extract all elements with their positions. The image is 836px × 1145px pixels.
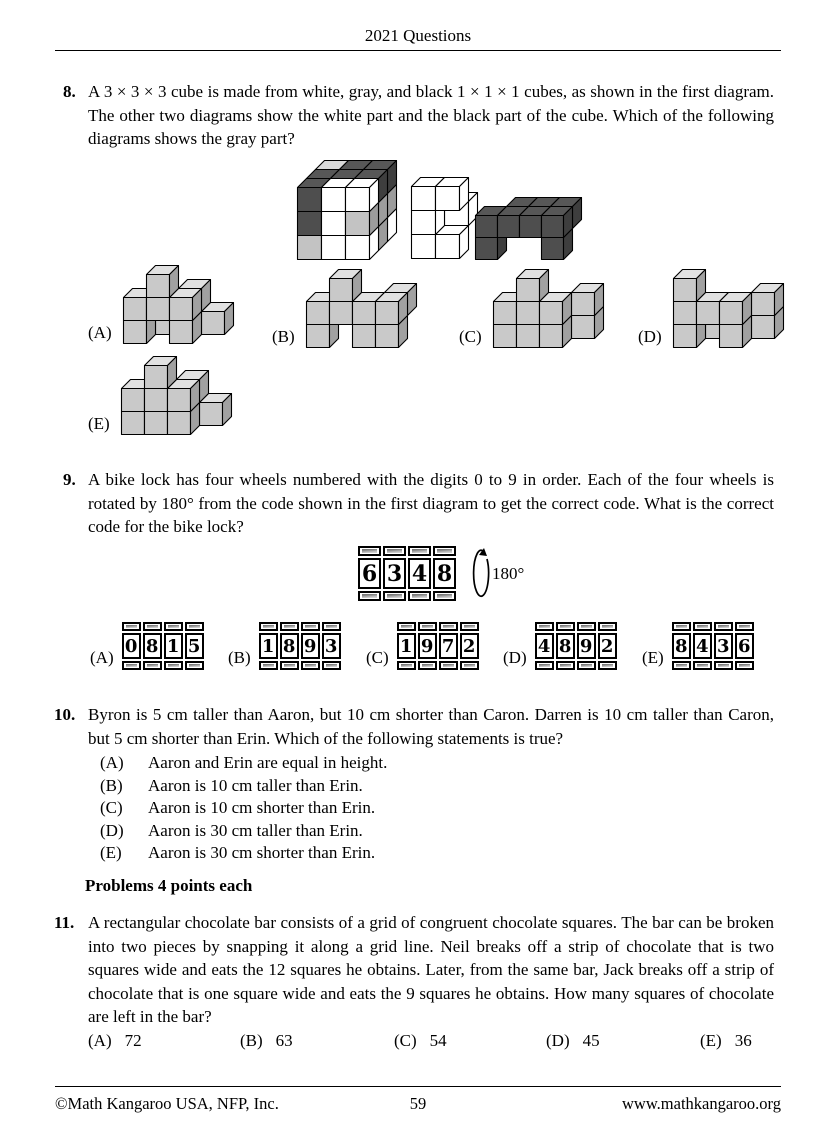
- wheel-partial-digit-above: [433, 546, 456, 556]
- wheel-partial-digit-above: [577, 622, 596, 631]
- q9-option-d-label: (D): [503, 648, 527, 667]
- q11-option-c-label: (C): [394, 1031, 417, 1050]
- wheel-partial-digit-above: [714, 622, 733, 631]
- wheel-partial-digit-below: [280, 661, 299, 670]
- lock-wheel: [433, 546, 456, 601]
- footer-rule: [55, 1086, 781, 1087]
- wheel-digit: 8: [143, 633, 162, 659]
- wheel-partial-digit-above: [535, 622, 554, 631]
- lock-wheel: [714, 622, 733, 670]
- wheel-digit: 8: [556, 633, 575, 659]
- q8-option-a-label: (A): [88, 323, 112, 342]
- wheel-partial-digit-below: [433, 591, 456, 601]
- footer-page-number: 59: [409, 1094, 427, 1113]
- lock-wheel: [598, 622, 617, 670]
- q11-option-a-value: 72: [124, 1031, 142, 1050]
- q9-option-c-wheels: [397, 622, 479, 670]
- lock-wheel: [259, 622, 278, 670]
- wheel-digit: 6: [735, 633, 754, 659]
- wheel-digit: 1: [164, 633, 183, 659]
- lock-wheels: [358, 546, 456, 601]
- wheel-partial-digit-above: [122, 622, 141, 631]
- q11-option-e-value: 36: [734, 1031, 752, 1050]
- wheel-partial-digit-above: [185, 622, 204, 631]
- wheel-partial-digit-below: [164, 661, 183, 670]
- lock-wheel: [577, 622, 596, 670]
- wheel-digit: 2: [460, 633, 479, 659]
- lock-wheel: [556, 622, 575, 670]
- footer-website: www.mathkangaroo.org: [621, 1094, 781, 1113]
- wheel-partial-digit-above: [397, 622, 416, 631]
- q9-option-a-wheels: [122, 622, 204, 670]
- wheel-digit: 4: [535, 633, 554, 659]
- q10-option-b: [100, 775, 760, 798]
- wheel-partial-digit-below: [693, 661, 712, 670]
- q11-option-b-label: (B): [240, 1031, 263, 1050]
- wheel-digit: 2: [598, 633, 617, 659]
- lock-wheel: [280, 622, 299, 670]
- section-heading: Problems 4 points each: [85, 876, 253, 895]
- q9-option-a-label: (A): [90, 648, 114, 667]
- q10-option-d-text: Aaron is 30 cm taller than Erin.: [148, 820, 363, 840]
- q8-option-b: [272, 268, 418, 349]
- wheel-digit: 4: [693, 633, 712, 659]
- q11-option-d-label: (D): [546, 1031, 570, 1050]
- lock-wheel: [358, 546, 381, 601]
- wheel-digit: 9: [418, 633, 437, 659]
- q10-option-e: [100, 842, 760, 865]
- lock-wheel: [439, 622, 458, 670]
- wheel-digit: 8: [433, 558, 456, 589]
- q10-number: 10.: [54, 705, 76, 724]
- q8-option-b-label: (B): [272, 327, 295, 346]
- wheel-partial-digit-below: [460, 661, 479, 670]
- lock-wheel: [383, 546, 406, 601]
- q11-text: A rectangular chocolate bar consists of a grid of congruent chocolate squares. The bar can be broken into two pieces by snapping it along a grid line. Neil breaks off a strip of chocolate that is two squares wide and eats the 12 squares he obtains. Later, from the same bar, Jack breaks off a strip of chocolate that is one square wide and eats the 9 squares he obtains. How many squares of chocolate are left in the bar?: [88, 913, 774, 1026]
- q9-lock-diagram: [358, 546, 524, 601]
- q11-option-d: [546, 1031, 600, 1051]
- q8-text: A 3 × 3 × 3 cube is made from white, gray, and black 1 × 1 × 1 cubes, as shown in the first diagram. The other two diagrams show the white part and the black part of the cube. Which of the following diagrams shows the gray part?: [88, 82, 774, 148]
- q11-option-e-label: (E): [700, 1031, 722, 1050]
- q10-option-c-text: Aaron is 10 cm shorter than Erin.: [148, 798, 376, 817]
- q8-option-d: [638, 268, 785, 349]
- lock-wheel: [164, 622, 183, 670]
- q9-option-e: [642, 622, 754, 670]
- wheel-partial-digit-below: [714, 661, 733, 670]
- wheel-partial-digit-below: [301, 661, 320, 670]
- lock-wheel: [418, 622, 437, 670]
- q9-option-e-wheels: [672, 622, 754, 670]
- wheel-partial-digit-below: [397, 661, 416, 670]
- q8-option-a-diagram: [122, 264, 235, 345]
- q10-option-c-label: (C): [100, 798, 123, 817]
- wheel-digit: 7: [439, 633, 458, 659]
- wheel-partial-digit-below: [672, 661, 691, 670]
- lock-wheel: [460, 622, 479, 670]
- header-rule: [55, 50, 781, 51]
- wheel-digit: 1: [397, 633, 416, 659]
- q10-option-a-label: (A): [100, 753, 124, 772]
- q11-option-c: [394, 1031, 447, 1051]
- wheel-partial-digit-above: [358, 546, 381, 556]
- q8-option-c: [459, 268, 605, 349]
- lock-wheel: [322, 622, 341, 670]
- q8-number: 8.: [63, 82, 76, 101]
- wheel-partial-digit-above: [418, 622, 437, 631]
- footer-copyright: ©Math Kangaroo USA, NFP, Inc.: [55, 1094, 279, 1113]
- q8-option-c-label: (C): [459, 327, 482, 346]
- wheel-partial-digit-above: [383, 546, 406, 556]
- q11-option-a-label: (A): [88, 1031, 112, 1050]
- q8-option-e-diagram: [120, 355, 233, 436]
- q9-option-a: [90, 622, 204, 670]
- q9-option-c: [366, 622, 479, 670]
- wheel-partial-digit-below: [122, 661, 141, 670]
- wheel-partial-digit-above: [598, 622, 617, 631]
- wheel-partial-digit-below: [185, 661, 204, 670]
- wheel-partial-digit-below: [143, 661, 162, 670]
- q8-option-d-diagram: [672, 268, 785, 349]
- wheel-digit: 8: [672, 633, 691, 659]
- rotation-angle-label: 180°: [492, 563, 525, 583]
- wheel-partial-digit-below: [735, 661, 754, 670]
- wheel-digit: 8: [280, 633, 299, 659]
- wheel-partial-digit-above: [280, 622, 299, 631]
- lock-wheel: [408, 546, 431, 601]
- wheel-digit: 5: [185, 633, 204, 659]
- wheel-partial-digit-above: [322, 622, 341, 631]
- lock-wheel: [185, 622, 204, 670]
- lock-wheel: [693, 622, 712, 670]
- q8-option-a: [88, 264, 235, 345]
- q8-option-e: [88, 355, 233, 436]
- q8-diagram-white-part: [410, 176, 479, 260]
- q10-option-d: [100, 820, 760, 843]
- wheel-partial-digit-below: [322, 661, 341, 670]
- q10-option-d-label: (D): [100, 820, 124, 840]
- q11-option-a: [88, 1031, 142, 1051]
- wheel-partial-digit-below: [358, 591, 381, 601]
- q10-option-c: [100, 797, 760, 820]
- wheel-partial-digit-above: [735, 622, 754, 631]
- wheel-partial-digit-below: [259, 661, 278, 670]
- wheel-partial-digit-below: [577, 661, 596, 670]
- q11-option-c-value: 54: [429, 1031, 447, 1050]
- q8-diagram-black-part: [474, 196, 583, 261]
- q8-option-c-diagram: [492, 268, 605, 349]
- q10-option-b-text: Aaron is 10 cm taller than Erin.: [148, 775, 363, 795]
- wheel-partial-digit-above: [259, 622, 278, 631]
- wheel-partial-digit-below: [439, 661, 458, 670]
- q9-option-b-wheels: [259, 622, 341, 670]
- wheel-digit: 3: [383, 558, 406, 589]
- wheel-partial-digit-above: [164, 622, 183, 631]
- q9-option-b: [228, 622, 341, 670]
- wheel-digit: 3: [714, 633, 733, 659]
- q9-option-c-label: (C): [366, 648, 389, 667]
- wheel-digit: 1: [259, 633, 278, 659]
- wheel-digit: 9: [577, 633, 596, 659]
- q9-text: A bike lock has four wheels numbered with the digits 0 to 9 in order. Each of the four wheels is rotated by 180° from the code shown in the first diagram to get the correct code. What is the correct code for the bike lock?: [88, 470, 774, 536]
- wheel-digit: 3: [322, 633, 341, 659]
- page-header-title: 2021 Questions: [364, 26, 472, 45]
- lock-wheel: [397, 622, 416, 670]
- q10-text: Byron is 5 cm taller than Aaron, but 10 cm shorter than Caron. Darren is 10 cm taller than Caron, but 5 cm shorter than Erin. Which of the following statements is true?: [88, 705, 774, 748]
- rotation-arrow-icon: [468, 547, 490, 601]
- wheel-partial-digit-below: [408, 591, 431, 601]
- lock-wheel: [672, 622, 691, 670]
- lock-wheel: [143, 622, 162, 670]
- wheel-digit: 6: [358, 558, 381, 589]
- wheel-partial-digit-below: [556, 661, 575, 670]
- wheel-partial-digit-above: [693, 622, 712, 631]
- wheel-partial-digit-above: [301, 622, 320, 631]
- lock-wheel: [301, 622, 320, 670]
- wheel-partial-digit-above: [672, 622, 691, 631]
- wheel-partial-digit-above: [556, 622, 575, 631]
- q8-option-b-diagram: [305, 268, 418, 349]
- q10-option-a-text: Aaron and Erin are equal in height.: [148, 753, 388, 772]
- q10-option-a: [100, 752, 760, 775]
- wheel-partial-digit-below: [535, 661, 554, 670]
- q10-option-e-text: Aaron is 30 cm shorter than Erin.: [148, 843, 376, 862]
- page-footer: [55, 1094, 781, 1114]
- q11-number: 11.: [54, 913, 75, 932]
- lock-wheel: [735, 622, 754, 670]
- lock-wheel: [122, 622, 141, 670]
- lock-wheel: [535, 622, 554, 670]
- q10-option-e-label: (E): [100, 843, 122, 862]
- wheel-digit: 0: [122, 633, 141, 659]
- wheel-partial-digit-above: [143, 622, 162, 631]
- wheel-partial-digit-above: [408, 546, 431, 556]
- q11-option-b: [240, 1031, 293, 1051]
- q10-option-b-label: (B): [100, 775, 123, 795]
- q8-diagram-full-cube: [296, 159, 398, 261]
- wheel-partial-digit-above: [460, 622, 479, 631]
- wheel-digit: 9: [301, 633, 320, 659]
- q9-number: 9.: [63, 470, 76, 489]
- q8-option-e-label: (E): [88, 414, 110, 433]
- q11-option-d-value: 45: [582, 1031, 600, 1050]
- q8-option-d-label: (D): [638, 327, 662, 346]
- q9-option-b-label: (B): [228, 648, 251, 667]
- wheel-partial-digit-above: [439, 622, 458, 631]
- wheel-partial-digit-below: [383, 591, 406, 601]
- wheel-partial-digit-below: [598, 661, 617, 670]
- q9-option-d: [503, 622, 617, 670]
- wheel-digit: 4: [408, 558, 431, 589]
- wheel-partial-digit-below: [418, 661, 437, 670]
- q11-option-b-value: 63: [275, 1031, 293, 1050]
- q9-option-e-label: (E): [642, 648, 664, 667]
- q9-option-d-wheels: [535, 622, 617, 670]
- q11-option-e: [700, 1031, 752, 1051]
